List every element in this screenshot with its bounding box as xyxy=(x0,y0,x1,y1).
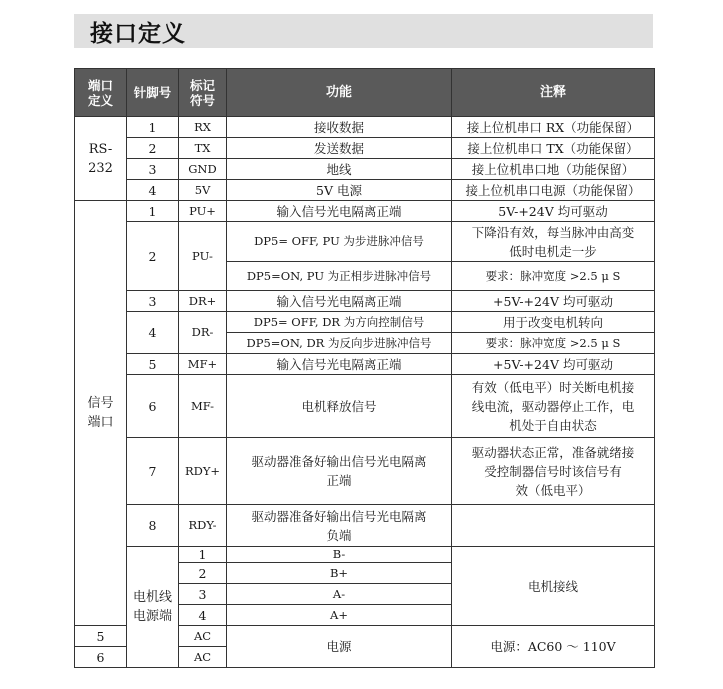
symbol-cell: RDY- xyxy=(179,505,227,547)
interface-table xyxy=(74,68,655,668)
function-cell: 5V 电源 xyxy=(227,180,452,201)
function-cell: 输入信号光电隔离正端 xyxy=(227,201,452,222)
header-symbol: 标记 符号 xyxy=(179,69,227,117)
pin-cell: 6 xyxy=(127,375,179,438)
pin-cell: 3 xyxy=(127,291,179,312)
symbol-cell: B- xyxy=(227,547,452,563)
table-row xyxy=(75,159,655,180)
pin-cell: 7 xyxy=(127,438,179,505)
note-cell: 驱动器状态正常，准备就绪接 受控制器信号时该信号有 效（低电平） xyxy=(452,438,655,505)
table-row xyxy=(75,180,655,201)
note-cell: 有效（低电平）时关断电机接 线电流，驱动器停止工作，电 机处于自由状态 xyxy=(452,375,655,438)
table-row xyxy=(75,201,655,222)
table-row xyxy=(75,354,655,375)
function-cell: DP5= OFF, DR 为方向控制信号 xyxy=(227,312,452,333)
note-cell: 5V-+24V 均可驱动 xyxy=(452,201,655,222)
table-row xyxy=(75,291,655,312)
symbol-cell: A+ xyxy=(227,605,452,626)
header-note: 注释 xyxy=(452,69,655,117)
pin-cell: 2 xyxy=(127,138,179,159)
header-port: 端口 定义 xyxy=(75,69,127,117)
note-cell: 接上位机串口地（功能保留） xyxy=(452,159,655,180)
function-cell: 接收数据 xyxy=(227,117,452,138)
symbol-cell: MF- xyxy=(179,375,227,438)
symbol-cell: PU+ xyxy=(179,201,227,222)
header-function: 功能 xyxy=(227,69,452,117)
note-cell-power: 电源：AC60 ～ 110V xyxy=(452,626,655,668)
note-cell xyxy=(452,505,655,547)
pin-cell: 1 xyxy=(127,201,179,222)
section-title: 接口定义 xyxy=(90,21,186,47)
note-cell: 接上位机串口 RX（功能保留） xyxy=(452,117,655,138)
function-cell-motor: 电机接线 xyxy=(452,547,655,626)
pin-cell: 4 xyxy=(127,180,179,201)
note-cell: +5V-+24V 均可驱动 xyxy=(452,354,655,375)
pin-cell: 2 xyxy=(179,563,227,584)
symbol-cell: 5V xyxy=(179,180,227,201)
note-cell: 用于改变电机转向 xyxy=(452,312,655,333)
function-cell: 输入信号光电隔离正端 xyxy=(227,291,452,312)
table-row xyxy=(75,375,655,438)
table-row xyxy=(75,547,655,563)
note-cell: 下降沿有效，每当脉冲由高变 低时电机走一步 xyxy=(452,222,655,262)
symbol-cell: AC xyxy=(179,626,227,647)
function-cell: 电机释放信号 xyxy=(227,375,452,438)
pin-cell: 1 xyxy=(179,547,227,563)
symbol-cell: PU- xyxy=(179,222,227,291)
pin-cell: 5 xyxy=(127,354,179,375)
pin-cell: 4 xyxy=(127,312,179,354)
pin-cell: 1 xyxy=(127,117,179,138)
pin-cell: 3 xyxy=(127,159,179,180)
symbol-cell: DR+ xyxy=(179,291,227,312)
function-cell: 驱动器准备好输出信号光电隔离 负端 xyxy=(227,505,452,547)
pin-cell: 2 xyxy=(127,222,179,291)
function-cell: DP5=ON, PU 为正相步进脉冲信号 xyxy=(227,262,452,291)
header-pin: 针脚号 xyxy=(127,69,179,117)
table-row xyxy=(75,312,655,333)
function-cell: DP5=ON, DR 为反向步进脉冲信号 xyxy=(227,333,452,354)
symbol-cell: RX xyxy=(179,117,227,138)
pin-cell: 6 xyxy=(75,647,127,668)
function-cell: 驱动器准备好输出信号光电隔离 正端 xyxy=(227,438,452,505)
function-cell: 地线 xyxy=(227,159,452,180)
pin-cell: 5 xyxy=(75,626,127,647)
symbol-cell: MF+ xyxy=(179,354,227,375)
note-cell: 要求：脉冲宽度 >2.5 μ S xyxy=(452,333,655,354)
note-cell: 接上位机串口电源（功能保留） xyxy=(452,180,655,201)
note-cell: +5V-+24V 均可驱动 xyxy=(452,291,655,312)
pin-cell: 3 xyxy=(179,584,227,605)
group-label-power: 电机线 电源端 xyxy=(127,547,179,668)
pin-cell: 8 xyxy=(127,505,179,547)
table-row xyxy=(75,222,655,262)
symbol-cell: GND xyxy=(179,159,227,180)
symbol-cell: AC xyxy=(179,647,227,668)
table-row xyxy=(75,438,655,505)
note-cell: 接上位机串口 TX（功能保留） xyxy=(452,138,655,159)
section-title-bar xyxy=(74,14,653,48)
symbol-cell: B+ xyxy=(227,563,452,584)
group-label-signal: 信号 端口 xyxy=(75,201,127,626)
function-cell: DP5= OFF, PU 为步进脉冲信号 xyxy=(227,222,452,262)
table-row xyxy=(75,138,655,159)
group-label-rs232: RS-232 xyxy=(75,117,127,201)
header-row xyxy=(75,69,655,117)
function-cell: 输入信号光电隔离正端 xyxy=(227,354,452,375)
function-cell: 发送数据 xyxy=(227,138,452,159)
symbol-cell: TX xyxy=(179,138,227,159)
symbol-cell: DR- xyxy=(179,312,227,354)
symbol-cell: A- xyxy=(227,584,452,605)
note-cell: 要求：脉冲宽度 >2.5 μ S xyxy=(452,262,655,291)
pin-cell: 4 xyxy=(179,605,227,626)
table-row xyxy=(75,117,655,138)
function-cell-power: 电源 xyxy=(227,626,452,668)
table-row xyxy=(75,505,655,547)
symbol-cell: RDY+ xyxy=(179,438,227,505)
